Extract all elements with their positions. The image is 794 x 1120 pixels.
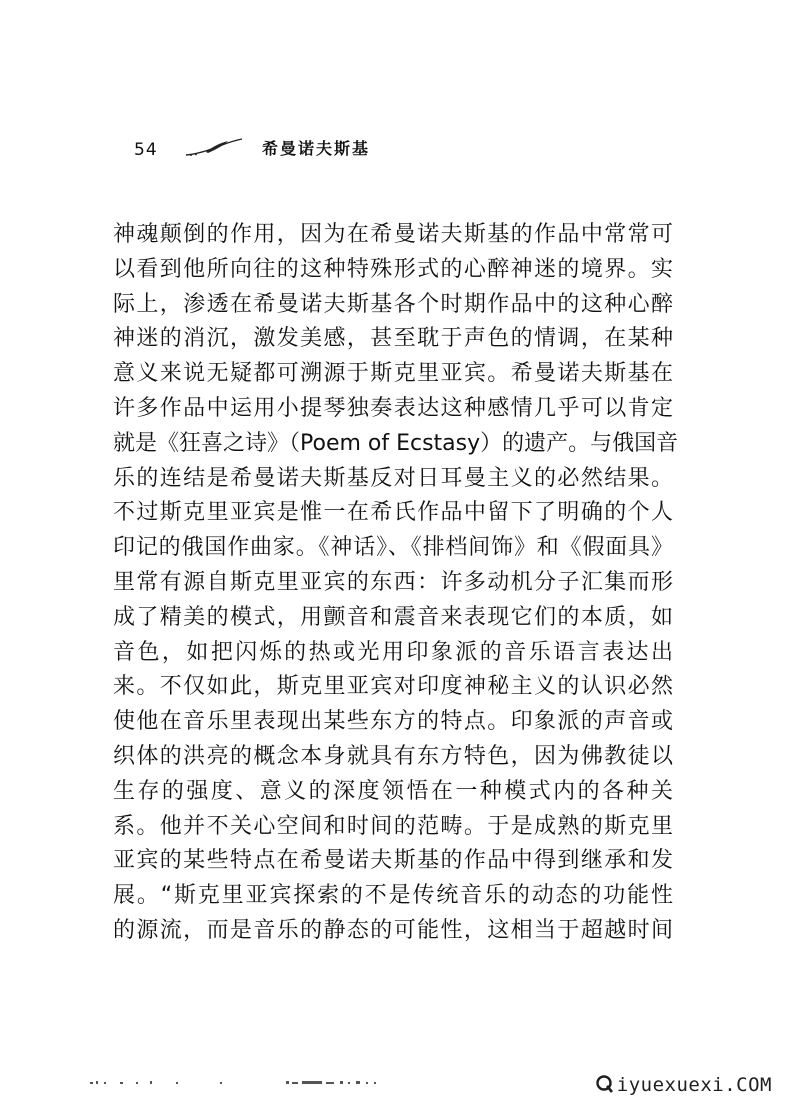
site-watermark xyxy=(595,1074,772,1096)
text-line: 成了精美的模式，用颤音和震音来表现它们的本质，如 xyxy=(113,604,673,630)
text-line: 际上，渗透在希曼诺夫斯基各个时期作品中的这种心醉 xyxy=(113,291,673,317)
text-line: 亚宾的某些特点在希曼诺夫斯基的作品中得到继承和发 xyxy=(113,848,673,874)
text-line: 里常有源自斯克里亚宾的东西：许多动机分子汇集而形 xyxy=(113,569,673,595)
quill-ornament-icon xyxy=(184,137,244,159)
text-line: 神迷的消沉，激发美感，甚至耽于声色的情调，在某种 xyxy=(113,326,673,352)
text-line: 织体的洪亮的概念本身就具有东方特色，因为佛教徒以 xyxy=(113,743,673,769)
text-line: 展。“斯克里亚宾探索的不是传统音乐的动态的功能性 xyxy=(113,883,673,909)
text-line: 许多作品中运用小提琴独奏表达这种感情几乎可以肯定 xyxy=(113,395,673,421)
text-line: 印记的俄国作曲家。《神话》、《排档间饰》和《假面具》 xyxy=(113,535,673,561)
text-line: 神魂颠倒的作用，因为在希曼诺夫斯基的作品中常常可 xyxy=(113,222,673,247)
body-text xyxy=(113,218,679,949)
text-line: 的源流，而是音乐的静态的可能性，这相当于超越时间 xyxy=(113,917,673,943)
q-logo-icon xyxy=(595,1074,615,1094)
text-line: 来。不仅如此，斯克里亚宾对印度神秘主义的认识必然 xyxy=(113,674,673,700)
page-number: 54 xyxy=(134,140,158,160)
text-line: 音色，如把闪烁的热或光用印象派的音乐语言表达出 xyxy=(113,639,673,665)
text-line: 以看到他所向往的这种特殊形式的心醉神迷的境界。实 xyxy=(113,256,673,282)
running-title: 希曼诺夫斯基 xyxy=(262,139,371,158)
text-line: 使他在音乐里表现出某些东方的特点。印象派的声音或 xyxy=(113,709,673,735)
scan-artifact-marks xyxy=(90,1076,400,1090)
text-line: 生存的强度、意义的深度领悟在一种模式内的各种关 xyxy=(113,778,673,804)
watermark-text: iyuexuexi.COM xyxy=(616,1074,772,1096)
text-line: 系。他并不关心空间和时间的范畴。于是成熟的斯克里 xyxy=(113,813,673,839)
text-line: 乐的连结是希曼诺夫斯基反对日耳曼主义的必然结果。 xyxy=(113,465,673,491)
page-header xyxy=(0,0,794,180)
text-line: 意义来说无疑都可溯源于斯克里亚宾。希曼诺夫斯基在 xyxy=(113,361,673,387)
text-line: 就是《狂喜之诗》（Poem of Ecstasy）的遗产。与俄国音 xyxy=(113,430,679,456)
text-line: 不过斯克里亚宾是惟一在希氏作品中留下了明确的个人 xyxy=(113,500,673,526)
